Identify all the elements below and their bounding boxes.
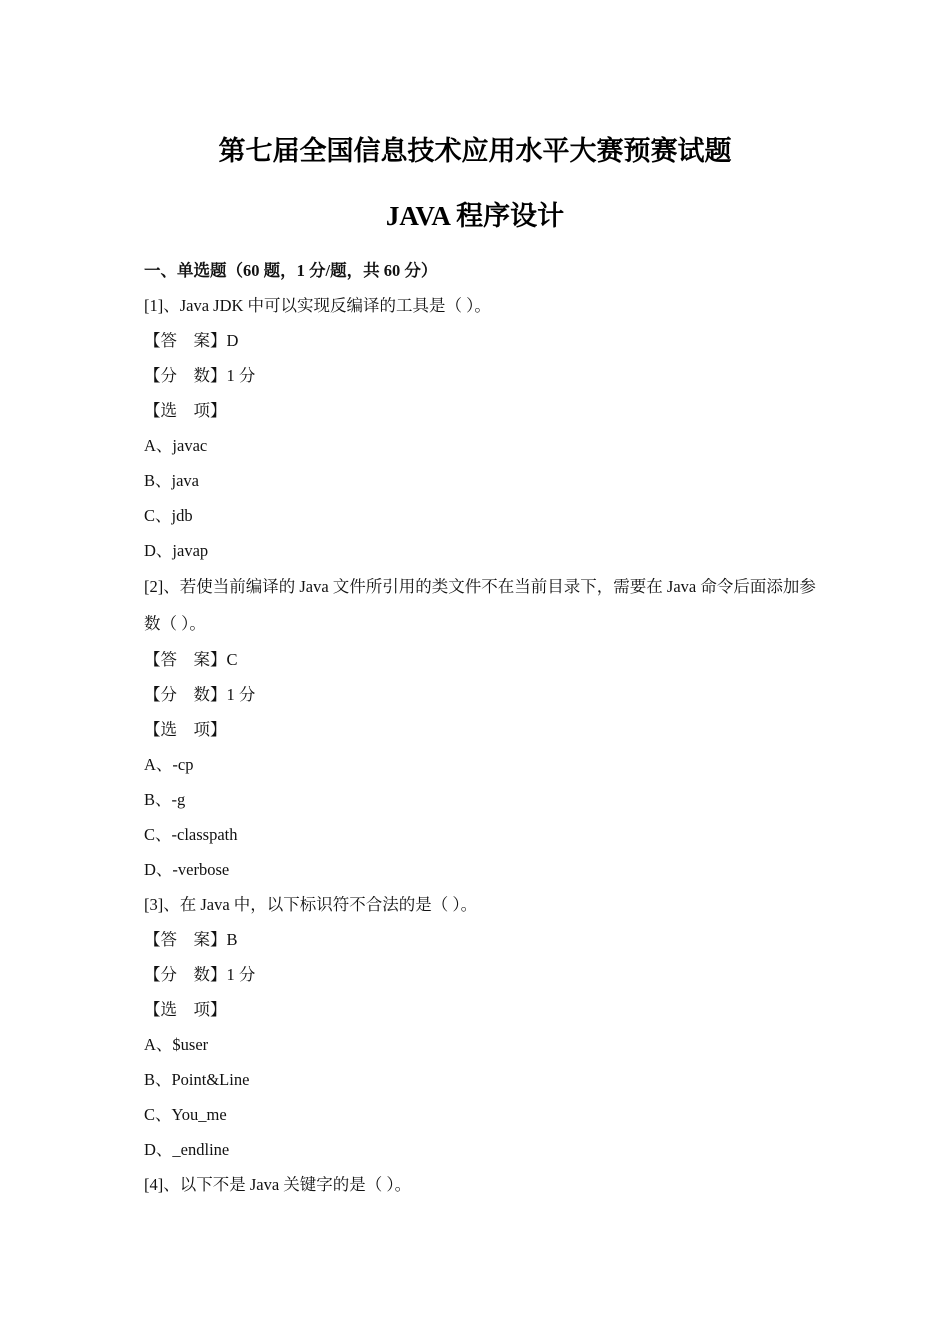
score-line: 【分 数】1 分 bbox=[144, 685, 256, 704]
question-stem: [1]、Java JDK 中可以实现反编译的工具是（ ）。 bbox=[144, 296, 491, 315]
document-subtitle: JAVA 程序设计 bbox=[385, 201, 565, 231]
option-c: C、-classpath bbox=[144, 825, 238, 844]
question-stem: [4]、以下不是 Java 关键字的是（ ）。 bbox=[144, 1175, 412, 1194]
option-a: A、$user bbox=[144, 1035, 209, 1054]
option-a: A、-cp bbox=[144, 755, 194, 774]
question-4 bbox=[144, 1167, 824, 1202]
question-stem: [2]、若使当前编译的 Java 文件所引用的类文件不在当前目录下，需要在 Java 命令后面添加参数（ ）。 bbox=[144, 577, 816, 633]
option-b: B、-g bbox=[144, 790, 186, 809]
option-c: C、You_me bbox=[144, 1105, 227, 1124]
answer-line: 【答 案】C bbox=[144, 650, 238, 669]
answer-line: 【答 案】B bbox=[144, 930, 238, 949]
option-d: D、_endline bbox=[144, 1140, 230, 1159]
question-1 bbox=[144, 288, 824, 568]
options-label: 【选 项】 bbox=[144, 1000, 227, 1019]
question-stem: [3]、在 Java 中，以下标识符不合法的是（ ）。 bbox=[144, 895, 478, 914]
option-b: B、java bbox=[144, 471, 199, 490]
document-body bbox=[144, 253, 824, 1202]
answer-line: 【答 案】D bbox=[144, 331, 239, 350]
section-heading: 一、单选题（60 题，1 分/题，共 60 分） bbox=[144, 261, 438, 280]
document-title: 第七届全国信息技术应用水平大赛预赛试题 bbox=[218, 136, 732, 166]
options-label: 【选 项】 bbox=[144, 401, 227, 420]
option-d: D、javap bbox=[144, 541, 209, 560]
score-line: 【分 数】1 分 bbox=[144, 366, 256, 385]
option-a: A、javac bbox=[144, 436, 208, 455]
question-3 bbox=[144, 887, 824, 1167]
option-b: B、Point&Line bbox=[144, 1070, 250, 1089]
option-c: C、jdb bbox=[144, 506, 193, 525]
options-label: 【选 项】 bbox=[144, 720, 227, 739]
score-line: 【分 数】1 分 bbox=[144, 965, 256, 984]
question-2 bbox=[144, 568, 824, 887]
option-d: D、-verbose bbox=[144, 860, 230, 879]
